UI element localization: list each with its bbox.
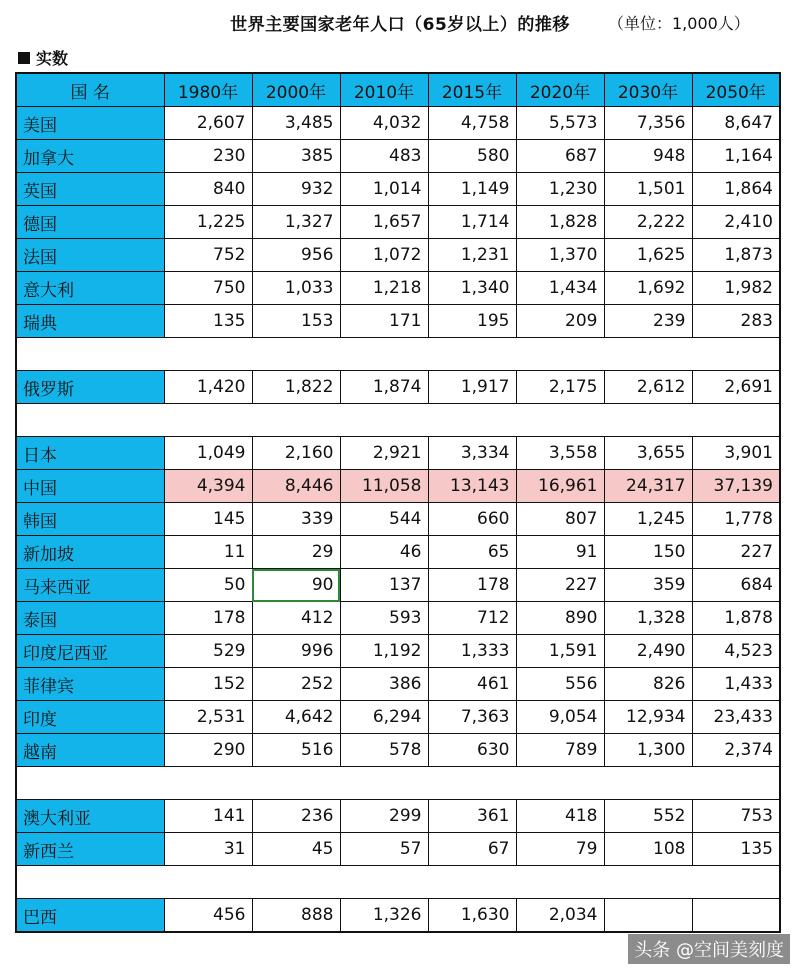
value-cell[interactable]: 12,934 (604, 701, 692, 734)
value-cell[interactable]: 1,230 (516, 173, 604, 206)
value-cell[interactable]: 1,231 (428, 239, 516, 272)
value-cell[interactable]: 7,356 (604, 107, 692, 140)
value-cell[interactable]: 2,691 (692, 371, 780, 404)
value-cell[interactable]: 529 (164, 635, 252, 668)
value-cell[interactable]: 6,294 (340, 701, 428, 734)
spacer-row (16, 866, 780, 899)
country-name-cell[interactable]: 越南 (16, 734, 164, 767)
page-title: 世界主要国家老年人口（65岁以上）的推移 (230, 15, 570, 35)
value-cell[interactable]: 1,864 (692, 173, 780, 206)
value-cell[interactable]: 1,591 (516, 635, 604, 668)
value-cell[interactable]: 1,164 (692, 140, 780, 173)
value-cell[interactable]: 1,873 (692, 239, 780, 272)
value-cell[interactable]: 361 (428, 800, 516, 833)
value-cell[interactable]: 3,901 (692, 437, 780, 470)
value-cell[interactable]: 1,014 (340, 173, 428, 206)
country-name-cell[interactable]: 德国 (16, 206, 164, 239)
value-cell[interactable]: 660 (428, 503, 516, 536)
value-cell[interactable]: 684 (692, 569, 780, 602)
header-cell[interactable]: 2015年 (428, 73, 516, 107)
country-name-cell[interactable]: 法国 (16, 239, 164, 272)
value-cell[interactable]: 11 (164, 536, 252, 569)
value-cell[interactable]: 141 (164, 800, 252, 833)
section-label-text: 实数 (36, 49, 69, 68)
table-row (16, 800, 780, 833)
value-cell[interactable]: 153 (252, 305, 340, 338)
value-cell[interactable]: 888 (252, 899, 340, 933)
value-cell[interactable]: 8,446 (252, 470, 340, 503)
value-cell[interactable]: 1,149 (428, 173, 516, 206)
value-cell[interactable]: 2,612 (604, 371, 692, 404)
value-cell[interactable]: 31 (164, 833, 252, 866)
value-cell[interactable]: 152 (164, 668, 252, 701)
value-cell[interactable]: 1,433 (692, 668, 780, 701)
value-cell[interactable] (604, 899, 692, 933)
value-cell[interactable]: 1,822 (252, 371, 340, 404)
table-row (16, 635, 780, 668)
value-cell[interactable]: 290 (164, 734, 252, 767)
header-cell[interactable]: 2000年 (252, 73, 340, 107)
value-cell[interactable]: 4,032 (340, 107, 428, 140)
country-name-cell[interactable]: 巴西 (16, 899, 164, 933)
spacer-row (16, 404, 780, 437)
country-name-cell[interactable]: 菲律宾 (16, 668, 164, 701)
value-cell[interactable]: 178 (428, 569, 516, 602)
table-row (16, 305, 780, 338)
spacer-row (16, 338, 780, 371)
value-cell[interactable]: 1,982 (692, 272, 780, 305)
header-cell[interactable]: 1980年 (164, 73, 252, 107)
value-cell[interactable]: 7,363 (428, 701, 516, 734)
value-cell[interactable]: 227 (516, 569, 604, 602)
country-name-cell[interactable]: 新加坡 (16, 536, 164, 569)
value-cell[interactable]: 339 (252, 503, 340, 536)
value-cell[interactable]: 956 (252, 239, 340, 272)
country-name-cell[interactable]: 澳大利亚 (16, 800, 164, 833)
value-cell[interactable]: 1,370 (516, 239, 604, 272)
value-cell[interactable]: 630 (428, 734, 516, 767)
value-cell[interactable]: 544 (340, 503, 428, 536)
country-name-cell[interactable]: 泰国 (16, 602, 164, 635)
country-name-cell[interactable]: 瑞典 (16, 305, 164, 338)
table-row (16, 503, 780, 536)
value-cell[interactable]: 1,714 (428, 206, 516, 239)
spacer-cell[interactable] (16, 866, 780, 899)
header-cell[interactable]: 2030年 (604, 73, 692, 107)
value-cell[interactable]: 4,758 (428, 107, 516, 140)
spacer-cell[interactable] (16, 404, 780, 437)
value-cell[interactable]: 3,655 (604, 437, 692, 470)
header-cell[interactable]: 2020年 (516, 73, 604, 107)
value-cell[interactable]: 456 (164, 899, 252, 933)
table-row (16, 569, 780, 602)
value-cell[interactable]: 948 (604, 140, 692, 173)
value-cell[interactable]: 752 (164, 239, 252, 272)
value-cell[interactable]: 79 (516, 833, 604, 866)
value-cell[interactable]: 753 (692, 800, 780, 833)
value-cell[interactable]: 712 (428, 602, 516, 635)
value-cell[interactable]: 230 (164, 140, 252, 173)
table-row (16, 701, 780, 734)
value-cell[interactable]: 8,647 (692, 107, 780, 140)
value-cell[interactable]: 2,160 (252, 437, 340, 470)
value-cell[interactable]: 2,034 (516, 899, 604, 933)
value-cell[interactable]: 2,374 (692, 734, 780, 767)
country-name-cell[interactable]: 韩国 (16, 503, 164, 536)
table-row (16, 272, 780, 305)
value-cell[interactable]: 996 (252, 635, 340, 668)
value-cell[interactable]: 1,049 (164, 437, 252, 470)
header-cell[interactable]: 2050年 (692, 73, 780, 107)
value-cell[interactable]: 1,878 (692, 602, 780, 635)
value-cell[interactable]: 2,921 (340, 437, 428, 470)
value-cell[interactable]: 687 (516, 140, 604, 173)
value-cell[interactable]: 1,630 (428, 899, 516, 933)
header-row (16, 73, 780, 107)
value-cell[interactable]: 1,033 (252, 272, 340, 305)
table-row (16, 833, 780, 866)
value-cell[interactable]: 4,523 (692, 635, 780, 668)
value-cell[interactable]: 789 (516, 734, 604, 767)
value-cell[interactable]: 932 (252, 173, 340, 206)
header-cell[interactable]: 国 名 (16, 73, 164, 107)
table-row (16, 668, 780, 701)
table-row (16, 107, 780, 140)
value-cell[interactable]: 195 (428, 305, 516, 338)
value-cell[interactable]: 2,607 (164, 107, 252, 140)
value-cell[interactable]: 1,326 (340, 899, 428, 933)
value-cell[interactable]: 1,420 (164, 371, 252, 404)
population-table (15, 72, 781, 933)
value-cell[interactable]: 67 (428, 833, 516, 866)
value-cell[interactable]: 1,625 (604, 239, 692, 272)
country-name-cell[interactable]: 美国 (16, 107, 164, 140)
country-name-cell[interactable]: 意大利 (16, 272, 164, 305)
country-name-cell[interactable]: 俄罗斯 (16, 371, 164, 404)
value-cell[interactable]: 1,328 (604, 602, 692, 635)
value-cell[interactable]: 46 (340, 536, 428, 569)
value-cell[interactable]: 1,692 (604, 272, 692, 305)
spacer-cell[interactable] (16, 338, 780, 371)
value-cell[interactable]: 593 (340, 602, 428, 635)
country-name-cell[interactable]: 新西兰 (16, 833, 164, 866)
country-name-cell[interactable]: 马来西亚 (16, 569, 164, 602)
value-cell[interactable]: 2,222 (604, 206, 692, 239)
table-row (16, 239, 780, 272)
value-cell[interactable]: 135 (164, 305, 252, 338)
value-cell[interactable]: 386 (340, 668, 428, 701)
value-cell[interactable]: 1,340 (428, 272, 516, 305)
value-cell[interactable]: 23,433 (692, 701, 780, 734)
value-cell[interactable]: 178 (164, 602, 252, 635)
value-cell[interactable]: 3,558 (516, 437, 604, 470)
value-cell[interactable]: 13,143 (428, 470, 516, 503)
value-cell[interactable]: 1,917 (428, 371, 516, 404)
value-cell[interactable]: 150 (604, 536, 692, 569)
value-cell[interactable]: 2,175 (516, 371, 604, 404)
value-cell[interactable]: 1,300 (604, 734, 692, 767)
value-cell[interactable] (692, 899, 780, 933)
country-name-cell[interactable]: 加拿大 (16, 140, 164, 173)
value-cell[interactable]: 461 (428, 668, 516, 701)
spacer-row (16, 767, 780, 800)
value-cell[interactable]: 137 (340, 569, 428, 602)
value-cell[interactable]: 5,573 (516, 107, 604, 140)
value-cell[interactable]: 145 (164, 503, 252, 536)
value-cell[interactable]: 1,192 (340, 635, 428, 668)
value-cell[interactable]: 65 (428, 536, 516, 569)
value-cell[interactable]: 16,961 (516, 470, 604, 503)
country-name-cell[interactable]: 英国 (16, 173, 164, 206)
value-cell[interactable]: 1,501 (604, 173, 692, 206)
spacer-cell[interactable] (16, 767, 780, 800)
value-cell[interactable]: 239 (604, 305, 692, 338)
value-cell[interactable]: 1,072 (340, 239, 428, 272)
value-cell[interactable]: 556 (516, 668, 604, 701)
square-bullet-icon (18, 52, 30, 64)
value-cell[interactable]: 283 (692, 305, 780, 338)
table-row (16, 899, 780, 933)
value-cell[interactable]: 91 (516, 536, 604, 569)
country-name-cell[interactable]: 日本 (16, 437, 164, 470)
table-row (16, 206, 780, 239)
value-cell[interactable]: 2,531 (164, 701, 252, 734)
value-cell[interactable]: 578 (340, 734, 428, 767)
value-cell[interactable]: 90 (252, 569, 340, 602)
section-label (18, 46, 68, 69)
value-cell[interactable]: 135 (692, 833, 780, 866)
value-cell[interactable]: 57 (340, 833, 428, 866)
value-cell[interactable]: 11,058 (340, 470, 428, 503)
value-cell[interactable]: 516 (252, 734, 340, 767)
value-cell[interactable]: 2,410 (692, 206, 780, 239)
value-cell[interactable]: 45 (252, 833, 340, 866)
table-row (16, 734, 780, 767)
value-cell[interactable]: 1,245 (604, 503, 692, 536)
table-row (16, 140, 780, 173)
value-cell[interactable]: 29 (252, 536, 340, 569)
country-name-cell[interactable]: 印度 (16, 701, 164, 734)
value-cell[interactable]: 412 (252, 602, 340, 635)
table-row (16, 437, 780, 470)
value-cell[interactable]: 171 (340, 305, 428, 338)
value-cell[interactable]: 50 (164, 569, 252, 602)
value-cell[interactable]: 3,334 (428, 437, 516, 470)
value-cell[interactable]: 4,642 (252, 701, 340, 734)
value-cell[interactable]: 418 (516, 800, 604, 833)
value-cell[interactable]: 252 (252, 668, 340, 701)
value-cell[interactable]: 483 (340, 140, 428, 173)
value-cell[interactable]: 24,317 (604, 470, 692, 503)
value-cell[interactable]: 299 (340, 800, 428, 833)
value-cell[interactable]: 236 (252, 800, 340, 833)
table-row (16, 602, 780, 635)
value-cell[interactable]: 1,333 (428, 635, 516, 668)
value-cell[interactable]: 1,434 (516, 272, 604, 305)
value-cell[interactable]: 1,327 (252, 206, 340, 239)
value-cell[interactable]: 1,657 (340, 206, 428, 239)
value-cell[interactable]: 580 (428, 140, 516, 173)
value-cell[interactable]: 3,485 (252, 107, 340, 140)
value-cell[interactable]: 1,874 (340, 371, 428, 404)
table-row (16, 173, 780, 206)
value-cell[interactable]: 209 (516, 305, 604, 338)
table-row (16, 470, 780, 503)
value-cell[interactable]: 1,778 (692, 503, 780, 536)
unit-label: （单位：1,000人） (608, 14, 750, 33)
value-cell[interactable]: 750 (164, 272, 252, 305)
table-row (16, 371, 780, 404)
value-cell[interactable]: 890 (516, 602, 604, 635)
value-cell[interactable]: 1,218 (340, 272, 428, 305)
value-cell[interactable]: 37,139 (692, 470, 780, 503)
value-cell[interactable]: 1,225 (164, 206, 252, 239)
value-cell[interactable]: 1,828 (516, 206, 604, 239)
value-cell[interactable]: 9,054 (516, 701, 604, 734)
value-cell[interactable]: 826 (604, 668, 692, 701)
value-cell[interactable]: 4,394 (164, 470, 252, 503)
table-row (16, 536, 780, 569)
value-cell[interactable]: 552 (604, 800, 692, 833)
value-cell[interactable]: 807 (516, 503, 604, 536)
value-cell[interactable]: 227 (692, 536, 780, 569)
country-name-cell[interactable]: 中国 (16, 470, 164, 503)
value-cell[interactable]: 385 (252, 140, 340, 173)
watermark: 头条 @空间美刻度 (628, 934, 790, 964)
country-name-cell[interactable]: 印度尼西亚 (16, 635, 164, 668)
value-cell[interactable]: 2,490 (604, 635, 692, 668)
value-cell[interactable]: 108 (604, 833, 692, 866)
value-cell[interactable]: 840 (164, 173, 252, 206)
value-cell[interactable]: 359 (604, 569, 692, 602)
header-cell[interactable]: 2010年 (340, 73, 428, 107)
